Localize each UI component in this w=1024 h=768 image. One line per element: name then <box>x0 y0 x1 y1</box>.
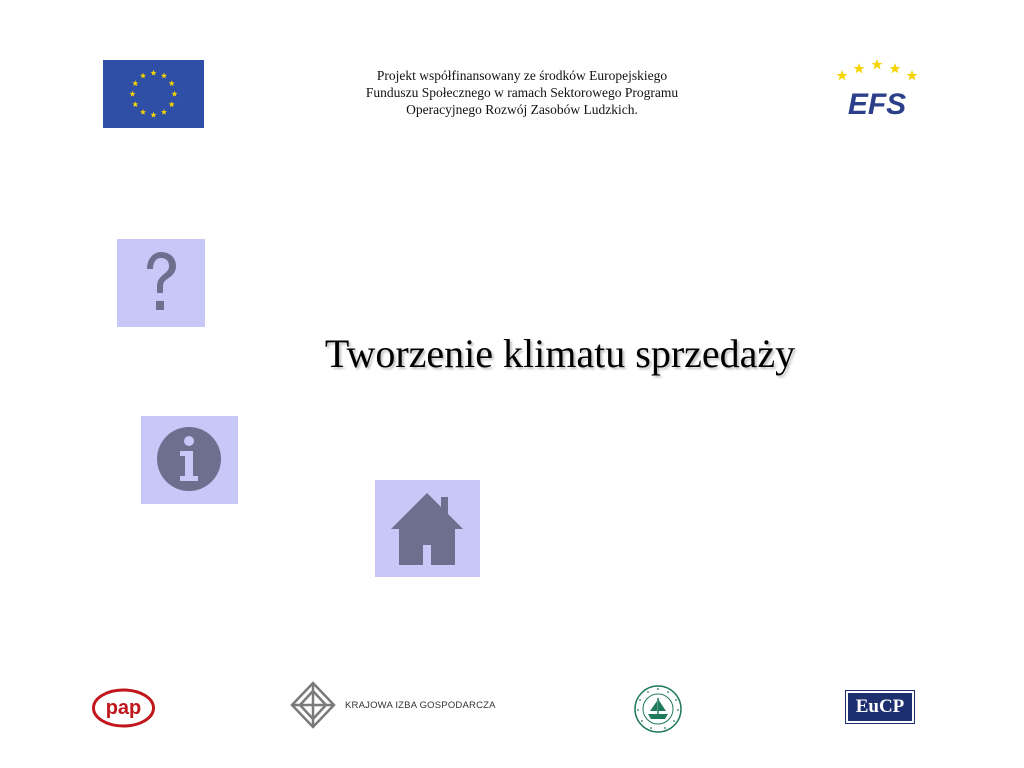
kig-emblem-icon <box>290 681 336 729</box>
info-icon <box>141 416 238 504</box>
efs-logo <box>832 56 922 120</box>
project-funding-notice <box>310 67 734 118</box>
eucp-logo-text: EuCP <box>848 693 912 721</box>
svg-text:pap: pap <box>105 697 142 719</box>
funding-notice-line-1: Projekt współfinansowany ze środków Europejskiego <box>376 68 668 83</box>
question-mark-icon <box>117 239 205 327</box>
school-seal-logo <box>632 684 684 734</box>
eu-flag-logo <box>103 60 204 128</box>
home-icon <box>375 480 480 577</box>
kig-label: KRAJOWA IZBA GOSPODARCZA <box>345 700 496 711</box>
svg-text:EFS: EFS <box>847 88 907 120</box>
pap-logo <box>92 688 155 728</box>
help-button[interactable] <box>117 239 205 327</box>
eu-stars-icon <box>103 60 204 128</box>
eucp-logo <box>845 690 915 724</box>
slide-title: Tworzenie klimatu sprzedaży <box>324 331 796 376</box>
info-button[interactable] <box>141 416 238 504</box>
funding-notice-line-2: Funduszu Społecznego w ramach Sektorowego Programu <box>365 85 679 100</box>
funding-notice-line-3: Operacyjnego Rozwój Zasobów Ludzkich. <box>406 102 638 117</box>
home-button[interactable] <box>375 480 480 577</box>
